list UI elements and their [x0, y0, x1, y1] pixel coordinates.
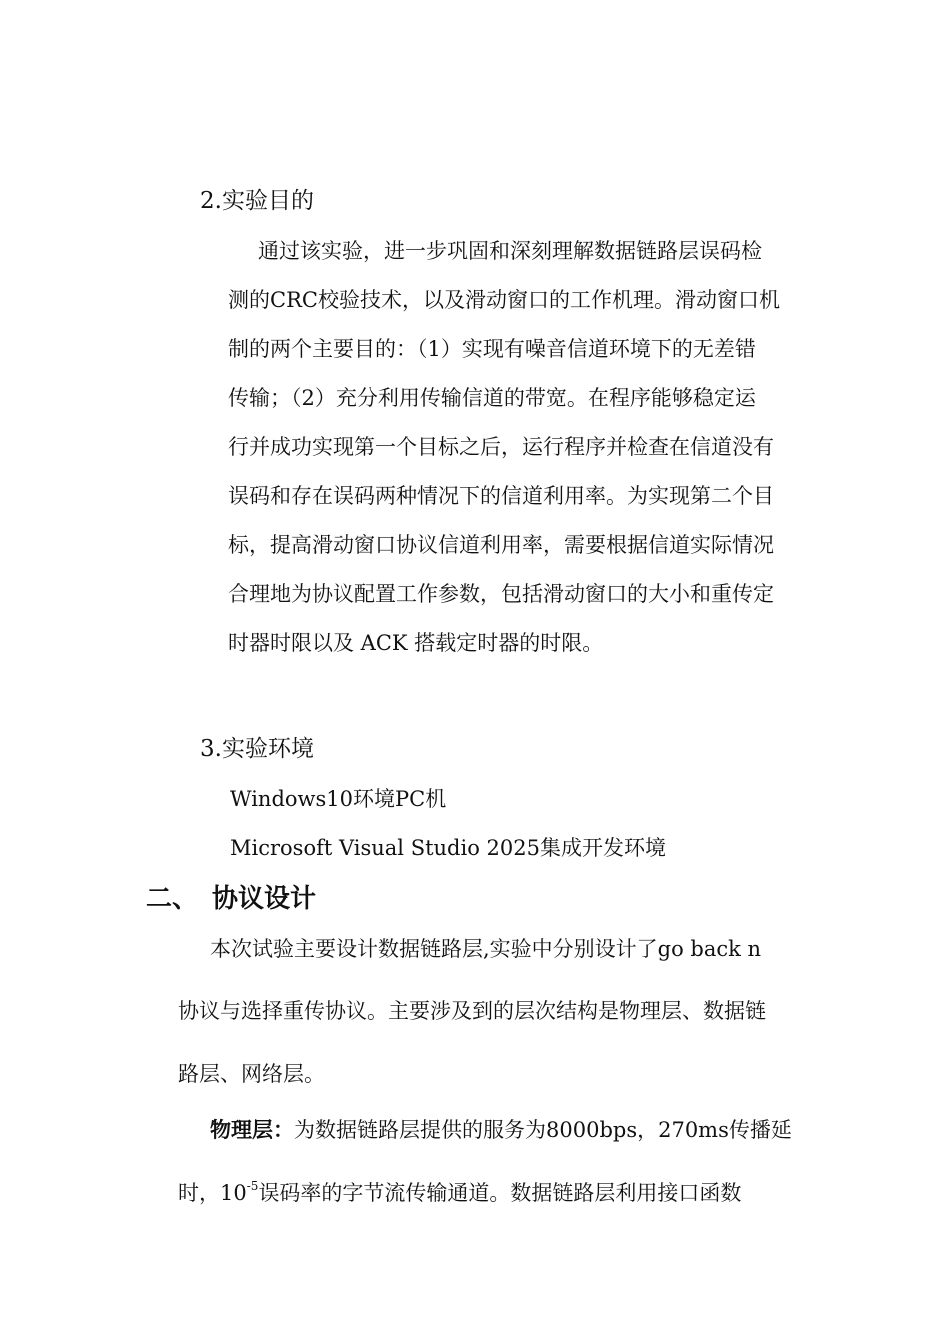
physical-layer-text-pre: 时，10 — [178, 1181, 247, 1205]
objective-line: 时器时限以及 ACK 搭载定时器的时限。 — [228, 631, 604, 655]
objective-line: 误码和存在误码两种情况下的信道利用率。为实现第二个目 — [228, 484, 774, 508]
objective-line: 合理地为协议配置工作参数，包括滑动窗口的大小和重传定 — [228, 582, 774, 606]
environment-item: Microsoft Visual Studio 2025集成开发环境 — [230, 836, 666, 860]
objective-line: 制的两个主要目的：（1）实现有噪音信道环境下的无差错 — [228, 337, 756, 361]
environment-item: Windows10环境PC机 — [230, 787, 447, 811]
environment-heading: 3.实验环境 — [200, 736, 314, 762]
objective-line: 通过该实验，进一步巩固和深刻理解数据链路层误码检 — [258, 239, 762, 263]
objective-line: 行并成功实现第一个目标之后，运行程序并检查在信道没有 — [228, 435, 774, 459]
physical-layer-text-post: 误码率的字节流传输通道。数据链路层利用接口函数 — [258, 1181, 742, 1205]
physical-layer-line-2 — [178, 1179, 741, 1207]
physical-layer-label: 物理层： — [210, 1117, 294, 1142]
objective-heading: 2.实验目的 — [200, 188, 314, 214]
physical-layer-line — [210, 1116, 792, 1144]
design-para-line: 路层、网络层。 — [178, 1062, 325, 1086]
design-heading-title: 协议设计 — [212, 884, 317, 914]
objective-line: 标，提高滑动窗口协议信道利用率，需要根据信道实际情况 — [228, 533, 774, 557]
error-rate-exponent: -5 — [246, 1179, 259, 1193]
design-para-line: 本次试验主要设计数据链路层,实验中分别设计了go back n — [210, 937, 762, 961]
design-para-line: 协议与选择重传协议。主要涉及到的层次结构是物理层、数据链 — [178, 999, 766, 1023]
objective-line: 传输；（2）充分利用传输信道的带宽。在程序能够稳定运 — [228, 386, 756, 410]
physical-layer-text: 为数据链路层提供的服务为8000bps，270ms传播延 — [294, 1118, 792, 1142]
objective-line: 测的CRC校验技术，以及滑动窗口的工作机理。滑动窗口机 — [228, 288, 780, 312]
design-heading-number: 二、 — [146, 884, 199, 914]
design-heading — [146, 882, 316, 916]
